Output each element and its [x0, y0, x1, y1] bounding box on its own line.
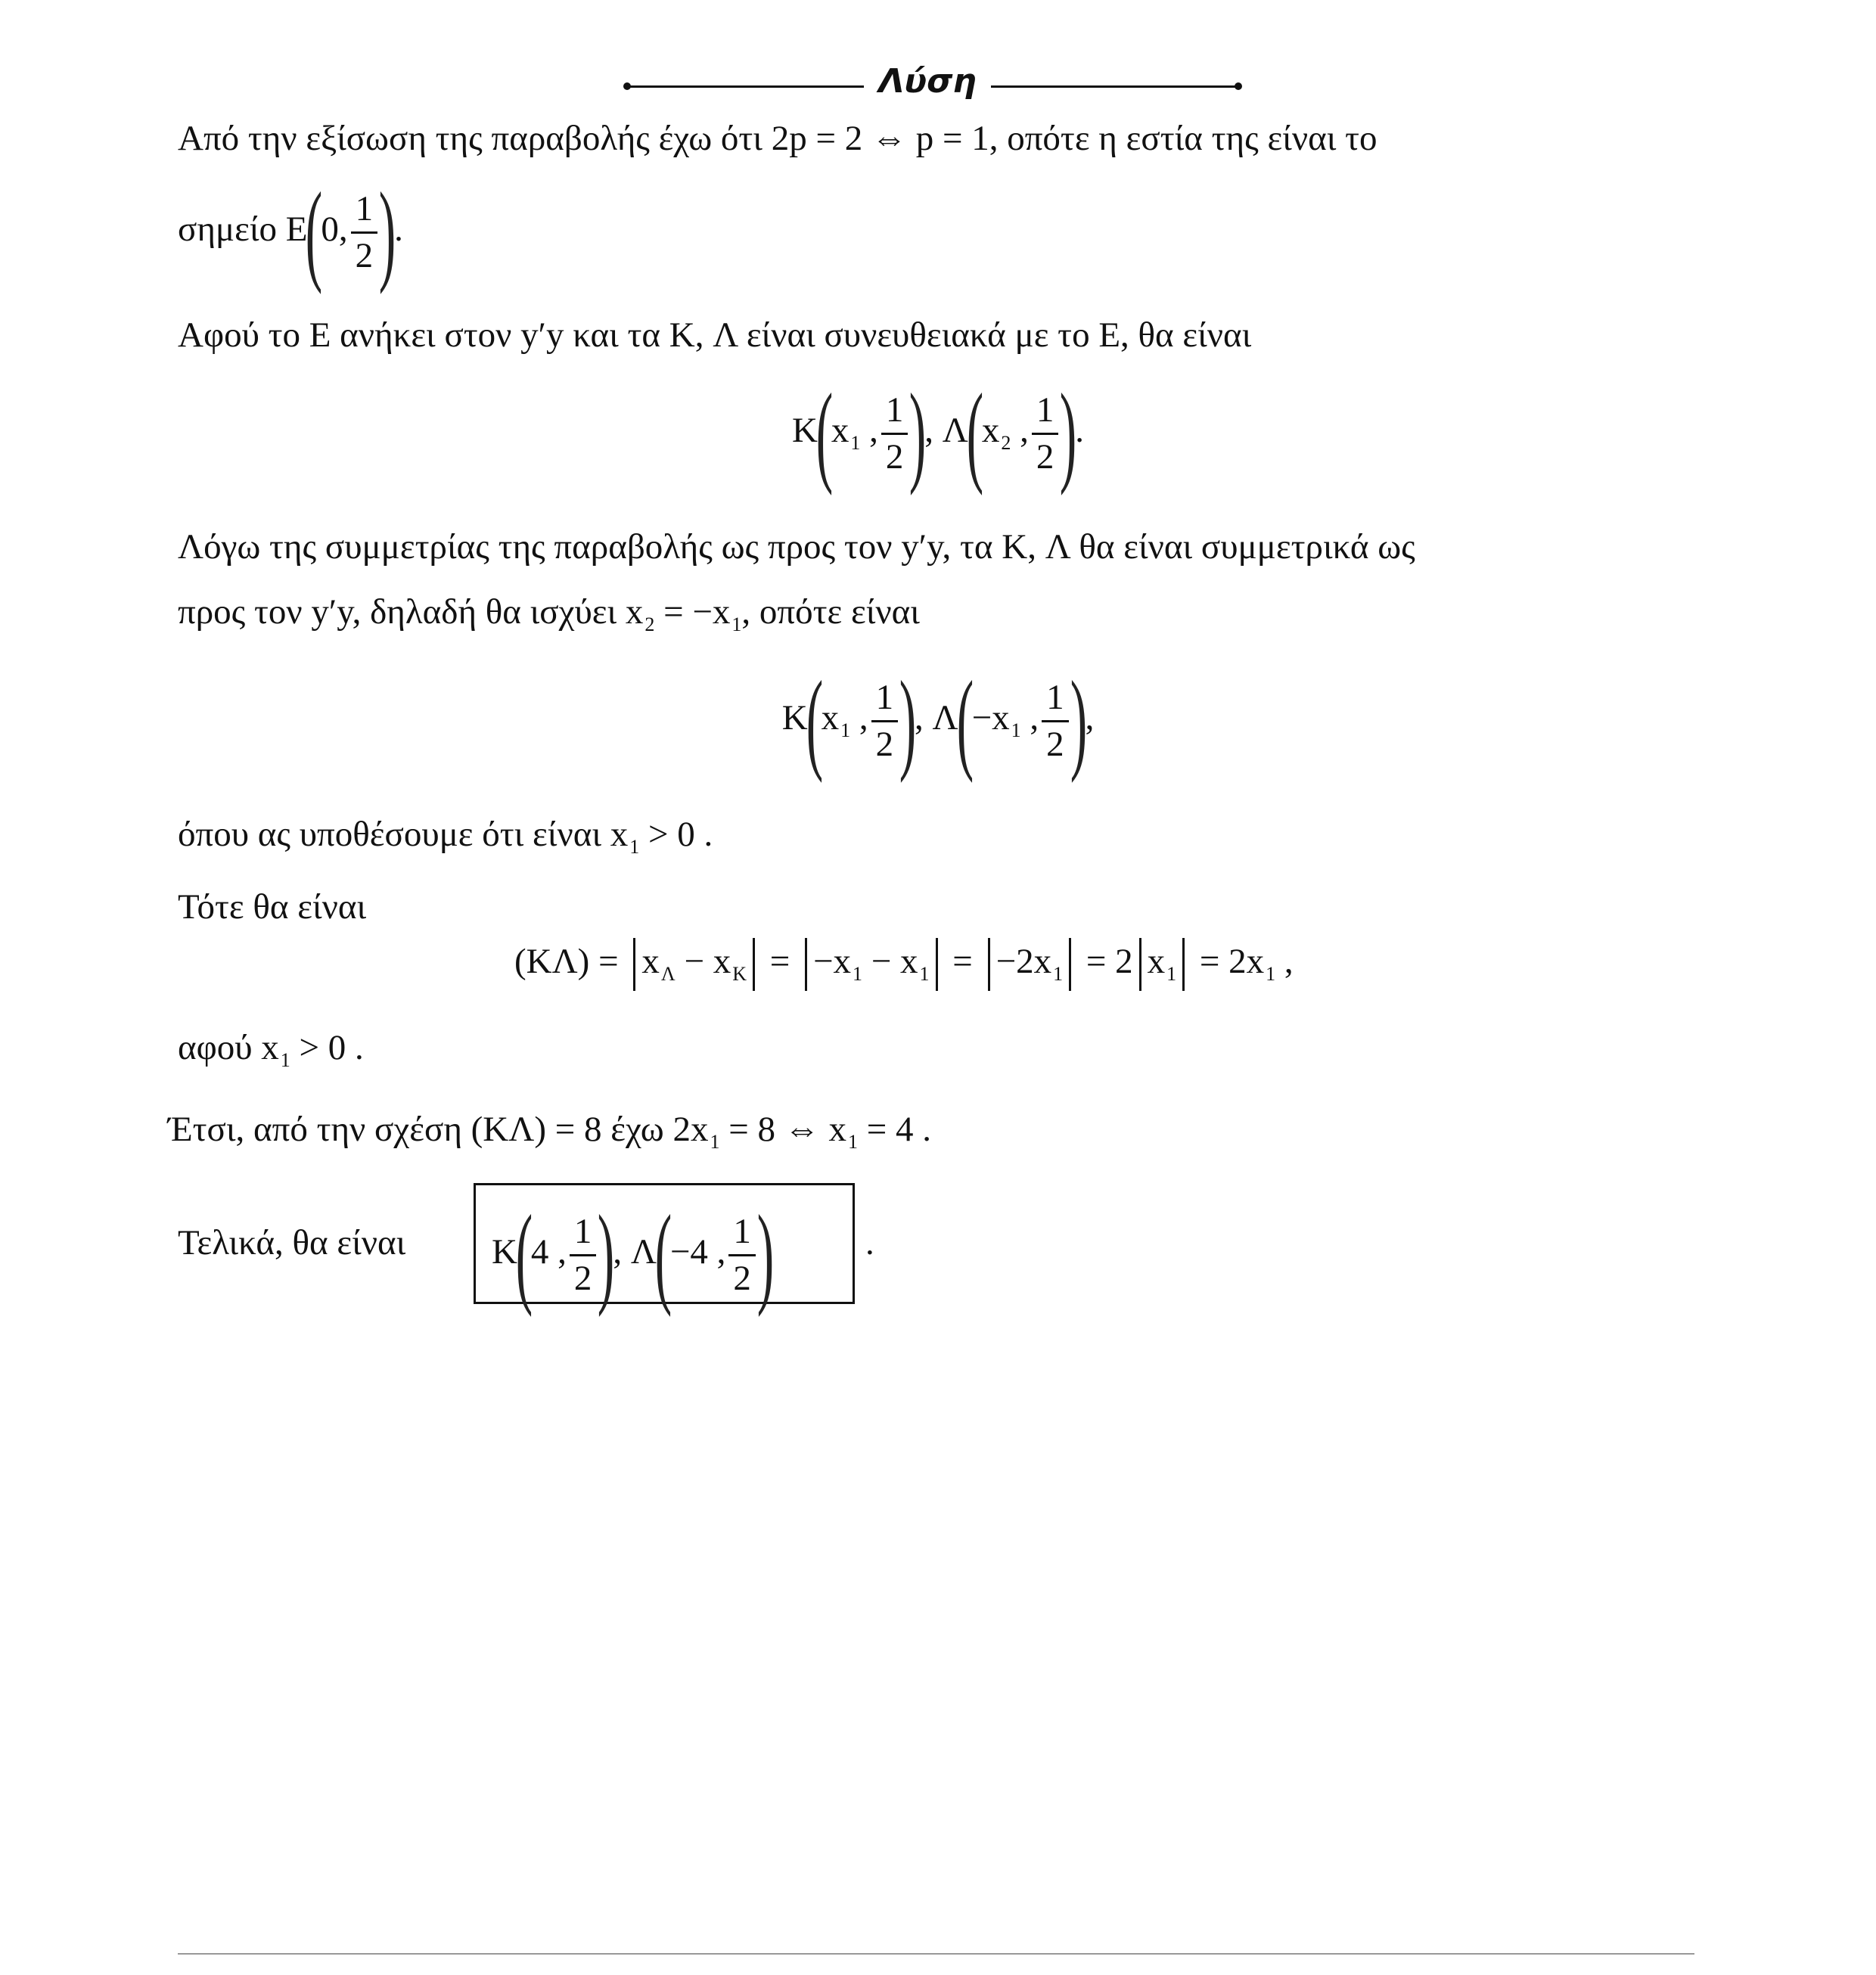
paragraph-6 [178, 817, 713, 857]
point-k-label: K [781, 697, 808, 738]
left-paren: ( [815, 371, 834, 496]
fraction-num: 1 [871, 680, 899, 722]
fraction-half [1042, 677, 1069, 764]
paragraph-7: Τότε θα είναι [178, 887, 367, 927]
abs-bar [936, 938, 938, 991]
fraction-half [728, 1211, 756, 1298]
paragraph-2 [178, 169, 403, 295]
paragraph-9 [168, 1112, 931, 1152]
eq3-end: , [1275, 941, 1294, 981]
eq3-term: x [641, 941, 660, 981]
right-paren: ) [909, 371, 927, 496]
right-paren: ) [1070, 658, 1087, 784]
l-x: −4 , [669, 1231, 726, 1272]
right-paren: ) [598, 1192, 615, 1318]
right-paren: ) [756, 1192, 775, 1318]
footer-rule [178, 1953, 1694, 1955]
heading-right-rule [991, 85, 1239, 88]
fraction-den: 2 [573, 1258, 592, 1298]
abs-bar [1182, 938, 1185, 991]
fraction-num: 1 [351, 191, 378, 234]
abs-bar [1139, 938, 1141, 991]
p5-x2: x [625, 592, 644, 632]
focus-x: 0, [321, 209, 348, 249]
fraction-half [351, 188, 378, 275]
paragraph-3: Αφού το E ανήκει στον y′y και τα K, Λ είναι συνευθειακά με το E, θα είναι [178, 315, 1252, 355]
fraction-den: 2 [875, 724, 894, 764]
fraction-den: 2 [885, 436, 904, 477]
p5-sub2: 2 [644, 613, 655, 635]
p9-text-b: = 4 . [858, 1110, 932, 1149]
eq3-sub: 1 [1266, 962, 1276, 985]
equation-2: $K(x_1$ , $\frac{1}{2}$ ), $\Lambda(-x_1$ , $\frac{1}{2}$ ), [781, 658, 1095, 784]
fraction-num: 1 [881, 393, 908, 435]
fraction-den: 2 [1036, 436, 1054, 477]
separator: , Λ [924, 410, 968, 450]
eq3-sub: K [732, 962, 747, 985]
p1-text-a: Από την εξίσωση της παραβολής έχω ότι [178, 119, 772, 158]
p5-text-a: προς τον y′y, δηλαδή θα ισχύει [178, 592, 626, 632]
fraction-half [570, 1211, 597, 1298]
equation-3 [514, 938, 1294, 991]
eq2-end: , [1085, 697, 1095, 738]
k-x-sub: 1 [840, 719, 851, 741]
eq3-term: − x [675, 941, 731, 981]
paragraph-1 [178, 121, 1377, 157]
p1-equation: 2p = 2 ⇔ p = 1 [771, 119, 989, 158]
eq3-equals: = [943, 941, 982, 981]
p2-text: σημείο [178, 209, 286, 249]
right-paren: ) [899, 658, 917, 784]
abs-bar [633, 938, 635, 991]
paragraph-8 [178, 1030, 364, 1070]
eq3-equals: = [761, 941, 800, 981]
eq3-term: x [1147, 941, 1166, 981]
fraction-den: 2 [1046, 724, 1064, 764]
eq3-sub: 1 [1166, 962, 1177, 985]
left-paren: ( [306, 169, 323, 295]
heading-left-rule [626, 85, 864, 88]
k-x: x [821, 697, 840, 738]
fraction-num: 1 [570, 1214, 597, 1256]
point-k-label: K [492, 1231, 517, 1272]
eq1-end: . [1075, 410, 1085, 450]
p5-mid: = −x [654, 592, 731, 632]
k-x-sub: 1 [850, 431, 861, 454]
paragraph-5 [178, 592, 920, 635]
fraction-den: 2 [355, 235, 374, 275]
k-x: 4 , [530, 1231, 567, 1272]
fraction-half [881, 390, 908, 477]
abs-bar [753, 938, 755, 991]
eq3-term: = 2 [1077, 941, 1133, 981]
p5-text-b: , οπότε είναι [741, 592, 920, 632]
left-paren: ( [966, 371, 984, 496]
separator: , Λ [613, 1231, 657, 1272]
k-x: x [831, 410, 849, 450]
final-answer-end: . [865, 1223, 874, 1262]
abs-bar [805, 938, 807, 991]
right-paren: ) [378, 169, 396, 295]
fraction-den: 2 [733, 1258, 751, 1298]
left-paren: ( [956, 658, 974, 784]
p9-mid: = 8 ⇔ x [719, 1110, 846, 1149]
heading-title: Λύση [878, 62, 977, 101]
final-answer [492, 1192, 775, 1318]
p6-x: x [610, 815, 629, 854]
eq3-term: = 2x [1191, 941, 1265, 981]
p9-sub2: 1 [848, 1131, 858, 1153]
right-paren: ) [1060, 371, 1077, 496]
p9-sub1: 1 [710, 1131, 720, 1153]
p1-text-b: , οπότε η εστία της είναι το [989, 119, 1377, 158]
abs-bar [988, 938, 990, 991]
equation-1: $K(x_1$ , $\frac{1}{2}$ ), $\Lambda(x_2$ , $\frac{1}{2}$ ). [791, 371, 1085, 496]
focus-point-label: E [285, 209, 308, 249]
eq3-lhs: (KΛ) = [514, 941, 628, 981]
abs-bar [1069, 938, 1071, 991]
eq3-term: − x [862, 941, 918, 981]
eq3-sub: Λ [660, 962, 676, 985]
fraction-num: 1 [1032, 393, 1059, 435]
p6-text-a: όπου ας υποθέσουμε ότι είναι [178, 815, 610, 854]
l-x-sub: 2 [1001, 431, 1011, 454]
p2-end: . [394, 209, 403, 249]
p5-sub1: 1 [731, 613, 742, 635]
p8-x: x [261, 1028, 279, 1067]
l-x: −x [971, 697, 1010, 738]
p8-text-a: αφού [178, 1028, 262, 1067]
fraction-half [871, 677, 899, 764]
eq3-sub: 1 [853, 962, 863, 985]
fraction-half [1032, 390, 1059, 477]
p8-text-b: > 0 . [290, 1028, 364, 1067]
eq3-sub: 1 [919, 962, 930, 985]
point-k-label: K [791, 410, 818, 450]
p6-sub: 1 [629, 836, 640, 858]
left-paren: ( [806, 658, 823, 784]
section-heading [0, 30, 1876, 101]
fraction-num: 1 [1042, 680, 1069, 722]
p9-text-a: Έτσι, από την σχέση (KΛ) = 8 έχω 2x [168, 1110, 709, 1149]
p6-text-b: > 0 . [639, 815, 713, 854]
eq3-term: −x [813, 941, 852, 981]
left-paren: ( [654, 1192, 672, 1318]
paragraph-4: Λόγω της συμμετρίας της παραβολής ως προς τον y′y, τα K, Λ θα είναι συμμετρικά ως [178, 527, 1415, 567]
eq3-sub: 1 [1053, 962, 1064, 985]
eq3-term: −2x [995, 941, 1052, 981]
paragraph-10: Τελικά, θα είναι [178, 1223, 406, 1262]
l-x: x [981, 410, 1000, 450]
p8-sub: 1 [280, 1049, 290, 1071]
left-paren: ( [515, 1192, 533, 1318]
heading-right-dot [1235, 82, 1242, 90]
separator: , Λ [915, 697, 958, 738]
l-x-sub: 1 [1011, 719, 1021, 741]
fraction-num: 1 [728, 1214, 756, 1256]
